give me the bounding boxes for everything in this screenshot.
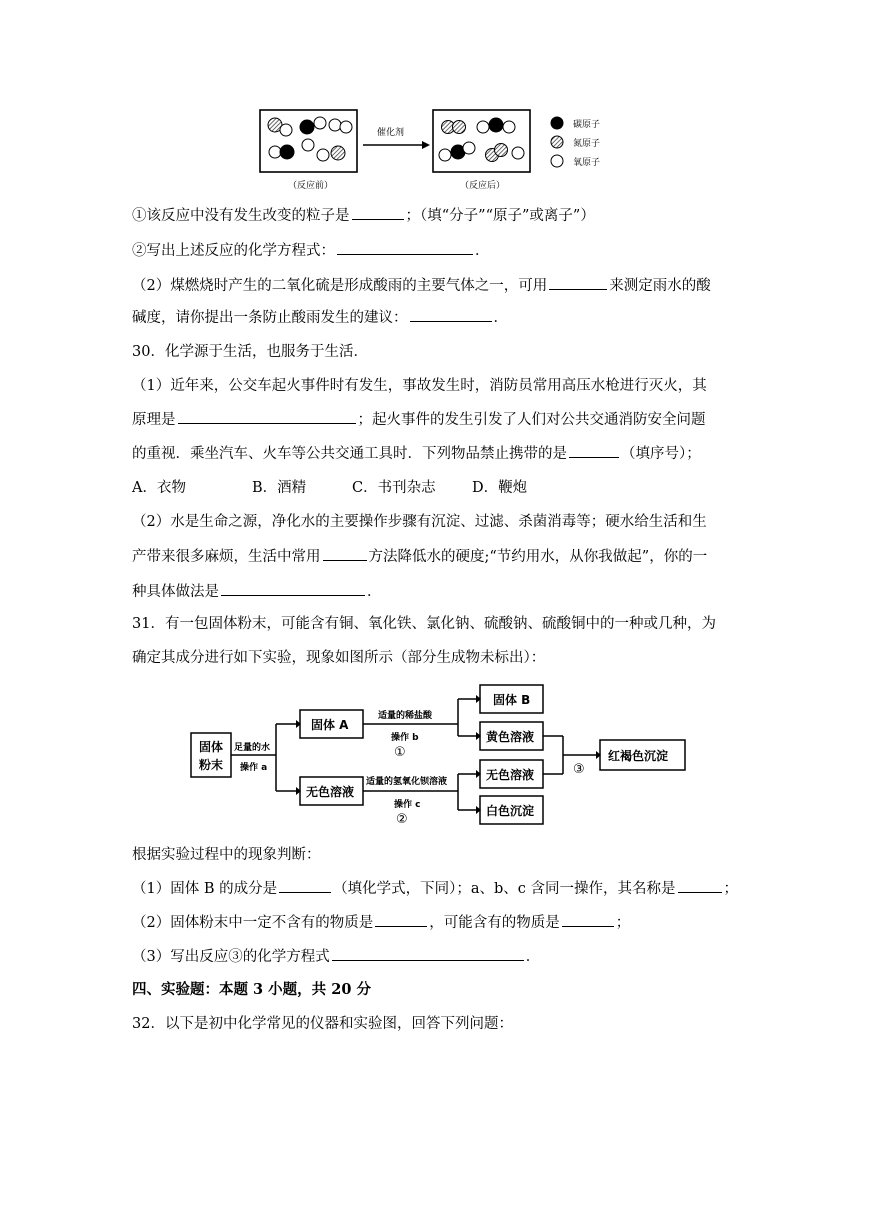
box-white-precipitate: 白色沉淀 xyxy=(486,804,535,818)
option-d: D．鞭炮 xyxy=(472,480,528,496)
q29-line2: ②写出上述反应的化学方程式： ． xyxy=(132,239,490,260)
blank xyxy=(678,878,722,893)
label-op-a: 操作 a xyxy=(240,763,268,773)
blank xyxy=(332,946,524,961)
blank xyxy=(323,546,367,561)
q31-answer2: （2）固体粉末中一定不含有的物质是 ，可能含有的物质是 ； xyxy=(132,911,630,932)
label-op-c: 操作 c xyxy=(394,800,421,810)
box-solid-a: 固体 A xyxy=(311,718,349,732)
q30-title: 30．化学源于生活，也服务于生活． xyxy=(132,344,368,360)
box-colorless-solution-2: 无色溶液 xyxy=(486,768,535,782)
reaction-diagram xyxy=(255,105,625,195)
blank xyxy=(569,443,619,458)
box-powder-2: 粉末 xyxy=(199,758,224,772)
legend-carbon: 碳原子 xyxy=(573,120,601,130)
q31-line1: 31．有一包固体粉末，可能含有铜、氧化铁、氯化钠、硫酸钠、硫酸铜中的一种或几种，为 xyxy=(132,616,716,632)
box-solid-b: 固体 B xyxy=(493,693,531,707)
blank xyxy=(337,240,473,255)
blank xyxy=(352,205,404,220)
blank xyxy=(178,409,356,424)
blank xyxy=(221,581,365,596)
option-c: C．书刊杂志 xyxy=(352,480,436,496)
option-a: A．衣物 xyxy=(132,480,186,496)
legend-oxygen: 氧原子 xyxy=(573,158,601,168)
blank xyxy=(549,275,607,290)
q31-answer3: （3）写出反应③的化学方程式 ． xyxy=(132,945,540,966)
q30-options xyxy=(132,476,527,497)
blank xyxy=(279,878,331,893)
q30-line3: 的重视．乘坐汽车、火车等公共交通工具时．下列物品禁止携带的是 （填序号）； xyxy=(132,442,701,463)
option-b: B．酒精 xyxy=(252,480,307,496)
catalyst-label: 催化剂 xyxy=(377,128,405,138)
label-circle-3: ③ xyxy=(573,762,585,777)
q30-line5: 产带来很多麻烦，生活中常用 方法降低水的硬度;“节约用水，从你我做起”，你的一 xyxy=(132,545,707,566)
q29-line4: 碱度，请你提出一条防止酸雨发生的建议： ． xyxy=(132,306,508,327)
q29-line3: （2）煤燃烧时产生的二氧化硫是形成酸雨的主要气体之一，可用 来测定雨水的酸 xyxy=(132,274,711,295)
after-label: （反应后） xyxy=(460,181,506,191)
section-heading: 四、实验题：本题 3 小题，共 20 分 xyxy=(132,981,371,998)
label-baoh: 适量的氢氧化钡溶液 xyxy=(366,777,448,787)
label-circle-2: ② xyxy=(396,812,408,827)
label-water: 足量的水 xyxy=(234,743,271,753)
q30-line1: （1）近年来，公交车起火事件时有发生，事故发生时，消防员常用高压水枪进行灭火，其 xyxy=(132,378,707,394)
label-op-b: 操作 b xyxy=(391,733,419,743)
box-powder-1: 固体 xyxy=(199,740,224,754)
blank xyxy=(375,912,427,927)
box-colorless-solution: 无色溶液 xyxy=(306,785,355,799)
q31-answer1: （1）固体 B 的成分是 （填化学式，下同）；a、b、c 含同一操作，其名称是 ； xyxy=(132,877,738,898)
legend-nitrogen: 氮原子 xyxy=(573,139,601,149)
q31-line2: 确定其成分进行如下实验，现象如图所示（部分生成物未标出）： xyxy=(132,650,546,666)
blank xyxy=(562,912,614,927)
label-acid: 适量的稀盐酸 xyxy=(378,711,433,721)
q30-line6: 种具体做法是 ． xyxy=(132,580,382,601)
q30-line4: （2）水是生命之源，净化水的主要操作步骤有沉淀、过滤、杀菌消毒等；硬水给生活和生 xyxy=(132,514,707,530)
q29-line1: ①该反应中没有发生改变的粒子是 ；（填“分子”“原子”或离子”） xyxy=(132,204,595,225)
blank xyxy=(410,307,492,322)
box-red-brown-precipitate: 红褐色沉淀 xyxy=(608,749,669,763)
q30-line2: 原理是 ；起火事件的发生引发了人们对公共交通消防安全问题 xyxy=(132,408,706,429)
box-yellow-solution: 黄色溶液 xyxy=(486,730,535,744)
label-circle-1: ① xyxy=(394,745,406,760)
q31-judge: 根据实验过程中的现象判断： xyxy=(132,847,321,863)
experiment-flowchart xyxy=(188,680,728,830)
before-label: （反应前） xyxy=(288,181,334,191)
q32-line: 32．以下是初中化学常见的仪器和实验图，回答下列问题： xyxy=(132,1016,513,1032)
